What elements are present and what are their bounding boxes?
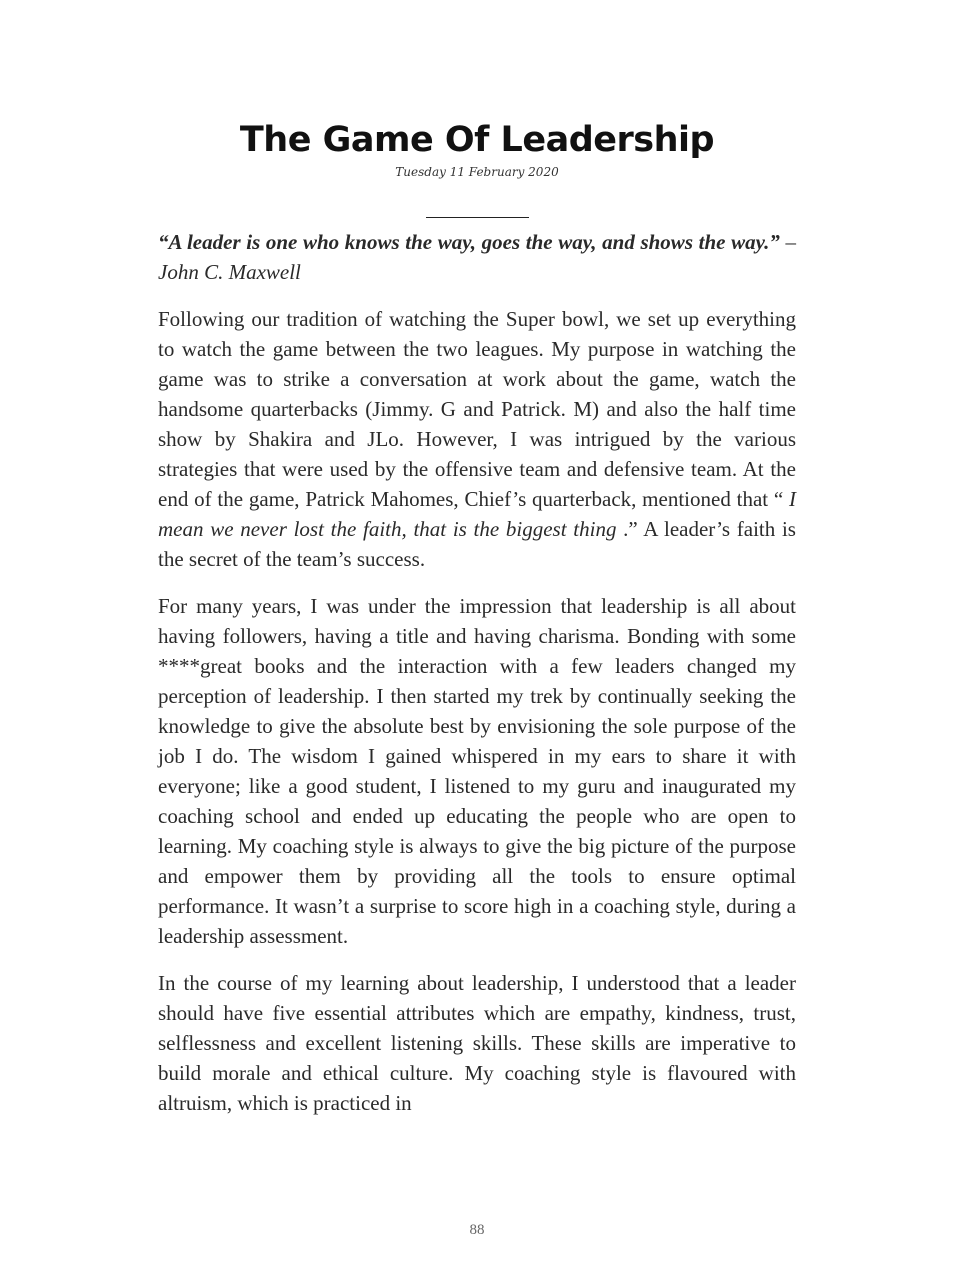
article-body bbox=[158, 227, 796, 1135]
paragraph-3: In the course of my learning about leadership, I understood that a leader should have five essential attributes which are empathy, kindness, trust, selflessness and excellent listening skills. These skills are imperative to build morale and ethical culture. My coaching style is flavoured with altruism, which is practiced in bbox=[158, 971, 796, 1115]
publish-date: Tuesday 11 February 2020 bbox=[395, 165, 559, 179]
title-divider bbox=[426, 217, 529, 218]
paragraph-1-text-before: Following our tradition of watching the Super bowl, we set up everything to watch the game between the two leagues. My purpose in watching the game was to strike a conversation at work about the game, watch the handsome quarterbacks (Jimmy. G and Patrick. M) and also the half time show by Shakira and JLo. However, I was intrigued by the various strategies that were used by the offensive team and defensive team. At the end of the game, Patrick Mahomes, Chief’s quarterback, mentioned that “ bbox=[158, 307, 796, 511]
epigraph bbox=[158, 227, 796, 287]
epigraph-author: – John C. Maxwell bbox=[158, 230, 796, 284]
paragraph-1-text-after: .” A leader’s faith is the secret of the team’s success. bbox=[158, 517, 796, 571]
page-number: 88 bbox=[469, 1222, 485, 1238]
paragraph-1-quote: I mean we never lost the faith, that is the biggest thing bbox=[158, 487, 796, 541]
paragraph-1 bbox=[158, 304, 796, 574]
page-title: The Game Of Leadership bbox=[239, 120, 715, 160]
epigraph-quote: “A leader is one who knows the way, goes the way, and shows the way.” bbox=[158, 230, 780, 254]
paragraph-2: For many years, I was under the impression that leadership is all about having followers, having a title and having charisma. Bonding with some ****great books and the interaction with a few leaders changed my perception of leadership. I then started my trek by continually seeking the knowledge to give the absolute best by envisioning the sole purpose of the job I do. The wisdom I gained whispered in my ears to share it with everyone; like a good student, I listened to my guru and inaugurated my coaching school and ended up educating the people who are open to learning. My coaching style is always to give the big picture of the purpose and empower them by providing all the tools to ensure optimal performance. It wasn’t a surprise to score high in a coaching style, during a leadership assessment. bbox=[158, 594, 796, 948]
